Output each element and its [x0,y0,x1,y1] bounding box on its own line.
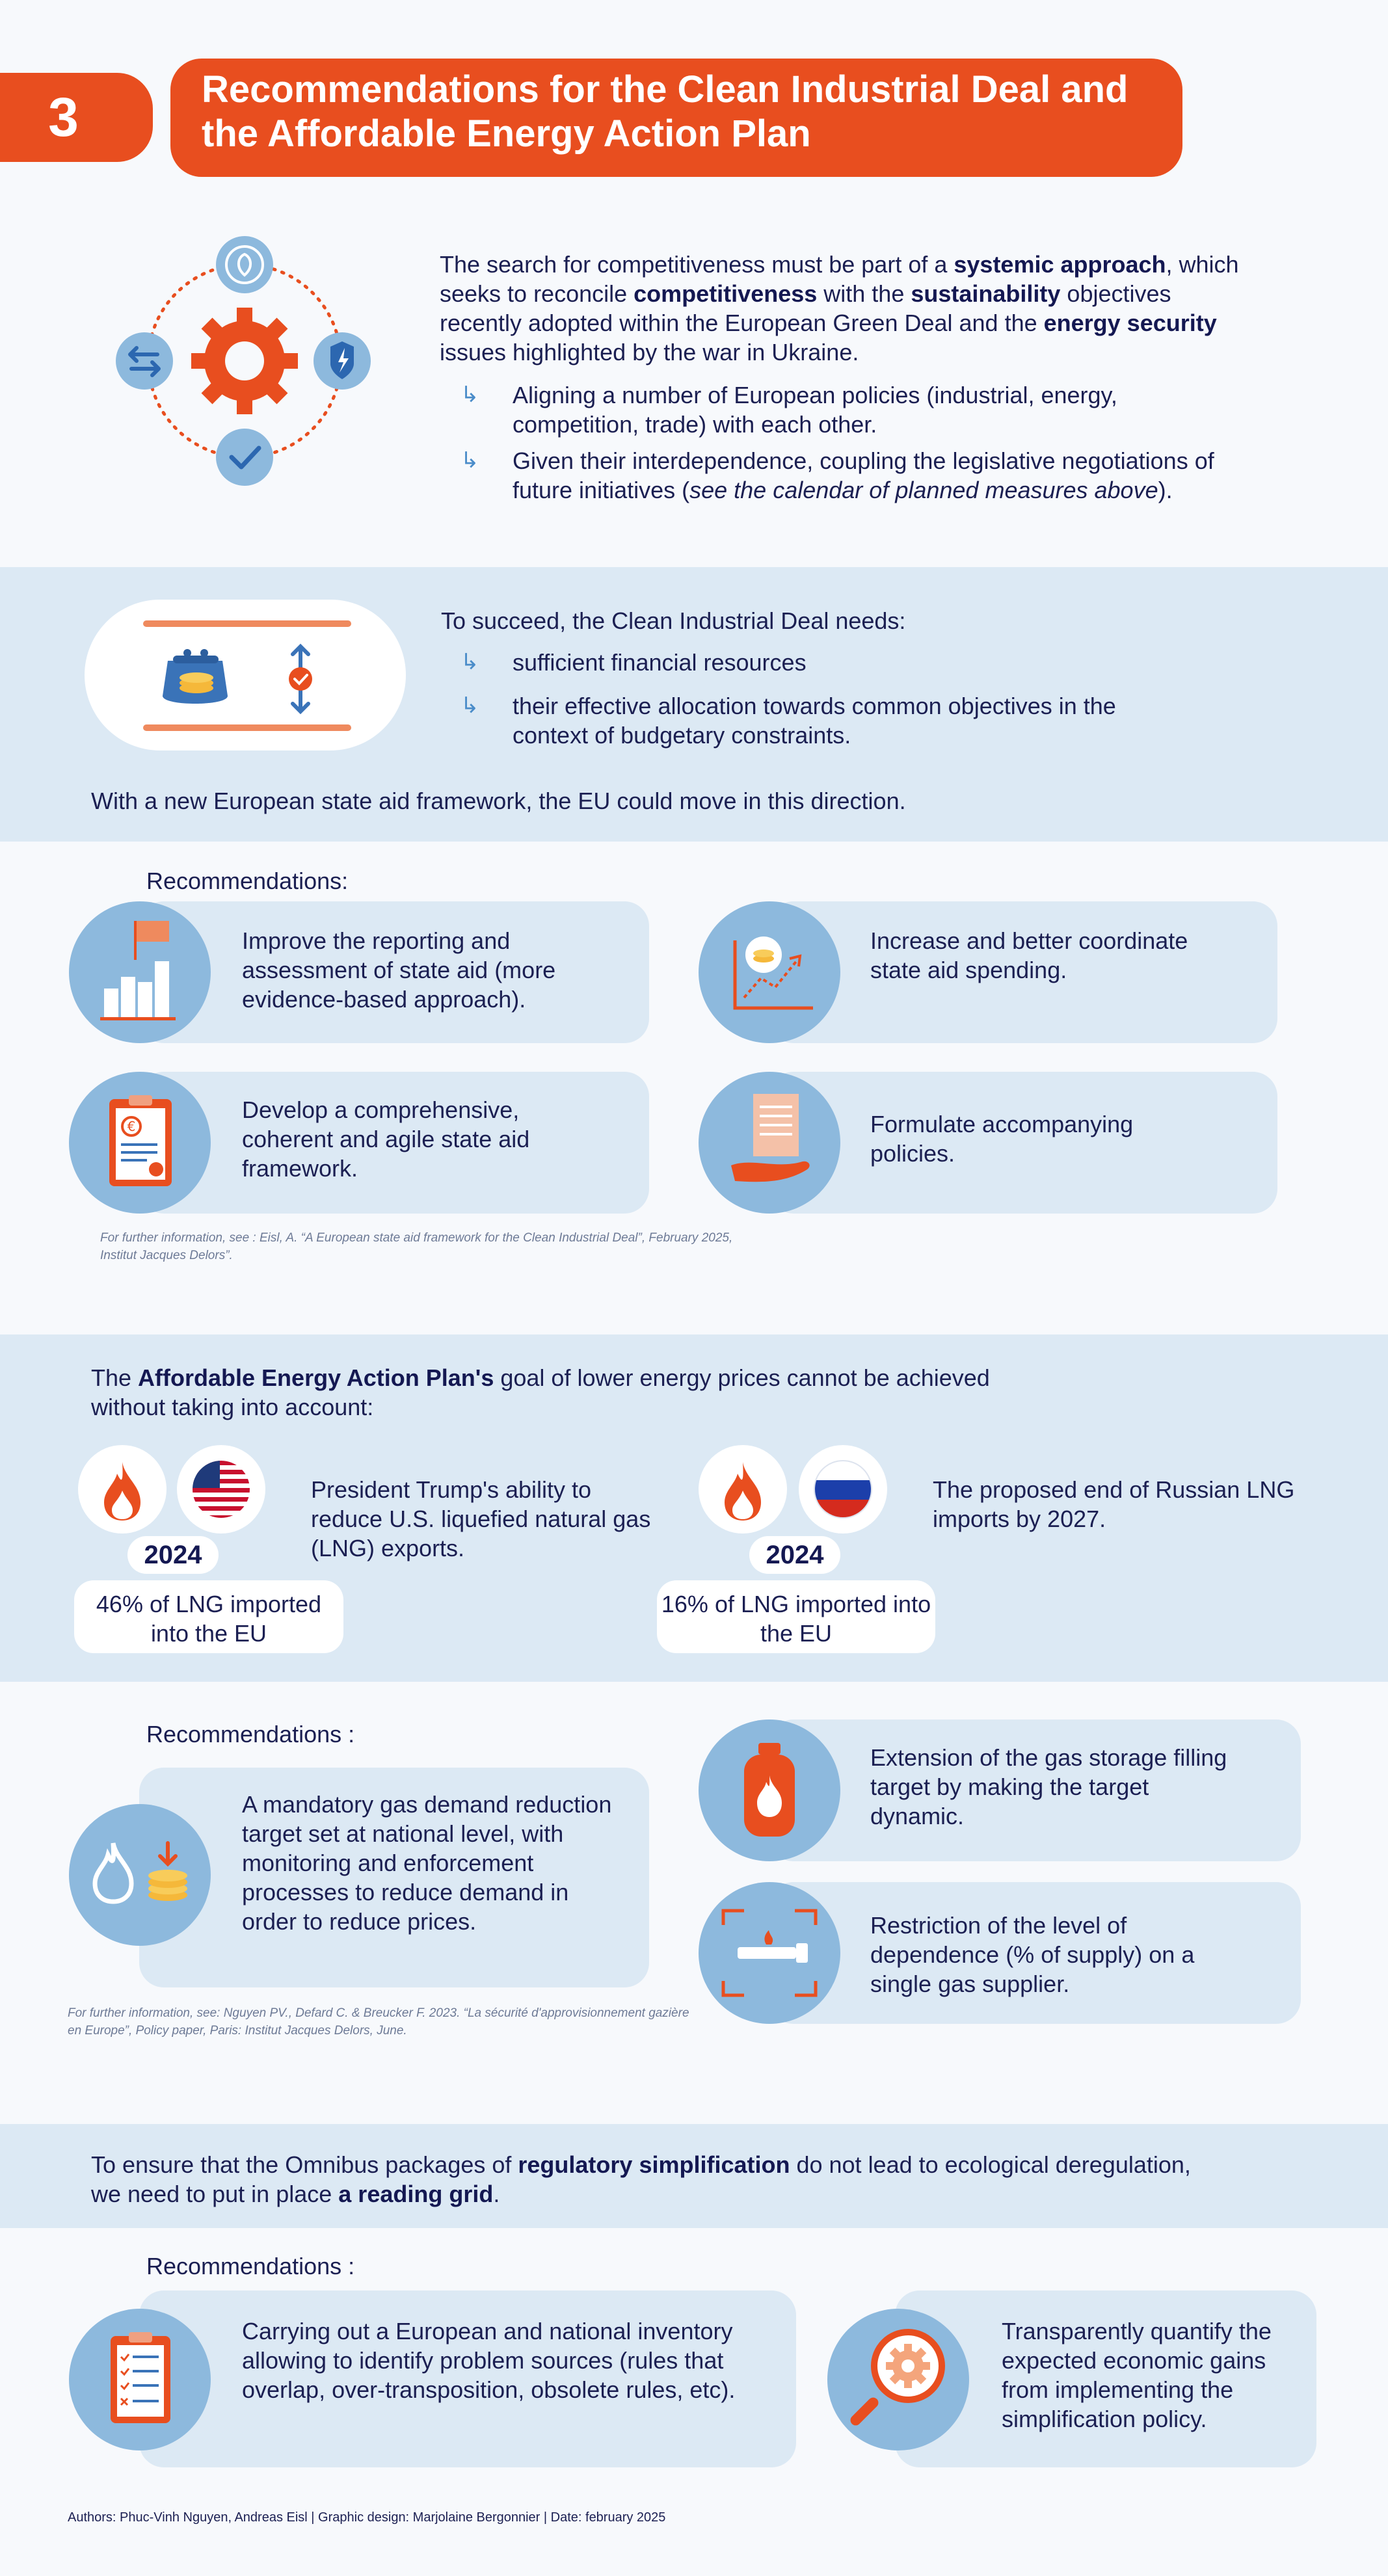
section2-bullet-1: sufficient financial resources [513,649,807,676]
flame-icon [78,1445,167,1534]
systemic-approach-icon [111,231,384,491]
arrow-bullet-icon: ↳ [460,448,479,473]
section2-conclusion: With a new European state aid framework, the EU could move in this direction. [91,788,906,814]
recommendations-heading: Recommendations : [146,1721,355,1747]
us-flag-icon [177,1445,265,1534]
russia-flag-icon [799,1445,887,1534]
lng-share-box: 16% of LNG imported into the EU [657,1580,935,1653]
year-badge: 2024 [749,1536,840,1574]
section6-intro: To ensure that the Omnibus packages of regulatory simplification do not lead to ecological deregulation, we need to put in place a reading grid. [91,2151,1191,2207]
arrow-bullet-icon: ↳ [460,693,479,718]
bar-chart-icon [69,901,211,1043]
svg-text:€: € [127,1119,136,1134]
source-note: For further information, see : Eisl, A. “A European state aid framework for the Clean Industrial Deal”, February 2025, Institut Jacques Delors”. [100,1231,733,1262]
checklist-icon [69,2309,211,2450]
russia-lng-text: The proposed end of Russian LNG imports by 2027. [933,1476,1295,1532]
section1-bullet-1: Aligning a number of European policies (industrial, energy, competition, trade) with each other. [513,382,1117,438]
section1-bullet-2: Given their interdependence, coupling the legislative negotiations of future initiatives (see the calendar of planned measures above). [513,447,1214,503]
gas-cylinder-icon [699,1720,840,1861]
gear-icon [191,308,298,414]
section-number: 3 [48,86,79,148]
credits-footer: Authors: Phuc-Vinh Nguyen, Andreas Eisl | Graphic design: Marjolaine Bergonnier | Date: february 2025 [68,2510,666,2525]
purse-coins-icon [137,614,358,737]
growth-chart-icon [699,901,840,1043]
page-title: Recommendations for the Clean Industrial Deal and the Affordable Energy Action Plan [202,68,1128,155]
source-note: For further information, see: Nguyen PV., Defard C. & Breucker F. 2023. “La sécurité d'approvisionnement gazière en Europe”, Policy paper, Paris: Institut Jacques Delors, June. [68,2006,689,2038]
section1-intro: The search for competitiveness must be part of a systemic approach, which seeks to reconcile competitiveness with the sustainability objectives recently adopted within the European Green Deal and the energy security issues highlighted by the war in Ukraine. [440,251,1239,365]
flame-icon [699,1445,787,1534]
clipboard-euro-icon [69,1072,211,1214]
recommendation-text: Formulate accompanying policies. [870,1111,1134,1167]
magnifier-gear-icon [827,2309,969,2450]
us-lng-text: President Trump's ability to reduce U.S. liquefied natural gas (LNG) exports. [311,1476,651,1561]
recommendation-text: Develop a comprehensive, coherent and agile state aid framework. [242,1096,530,1182]
year-badge: 2024 [127,1536,219,1574]
recommendation-text: Increase and better coordinate state aid spending. [870,927,1188,983]
section2-lead: To succeed, the Clean Industrial Deal needs: [441,607,906,634]
gas-demand-reduction-icon [69,1804,211,1946]
recommendations-heading: Recommendations : [146,2253,355,2279]
pipeline-icon [699,1882,840,2024]
section4-intro: The Affordable Energy Action Plan's goal of lower energy prices cannot be achieved without taking into account: [91,1364,990,1420]
section2-bullet-2: their effective allocation towards common objectives in the context of budgetary constraints. [513,693,1116,749]
recommendations-heading: Recommendations: [146,868,349,894]
recommendation-text: Transparently quantify the expected economic gains from implementing the simplification policy. [1002,2318,1272,2432]
recommendation-text: Carrying out a European and national inventory allowing to identify problem sources (rules that overlap, over-transposition, obsolete rules, etc). [242,2318,736,2403]
arrow-bullet-icon: ↳ [460,650,479,674]
recommendation-text: Restriction of the level of dependence (% of supply) on a single gas supplier. [870,1912,1195,1997]
recommendation-text: Extension of the gas storage filling target by making the target dynamic. [870,1744,1227,1829]
arrow-bullet-icon: ↳ [460,382,479,407]
hand-document-icon [699,1072,840,1214]
recommendation-text: A mandatory gas demand reduction target set at national level, with monitoring and enforcement processes to reduce demand in order to reduce prices. [242,1791,612,1935]
recommendation-text: Improve the reporting and assessment of state aid (more evidence-based approach). [242,927,556,1013]
lng-share-box: 46% of LNG imported into the EU [74,1580,343,1653]
